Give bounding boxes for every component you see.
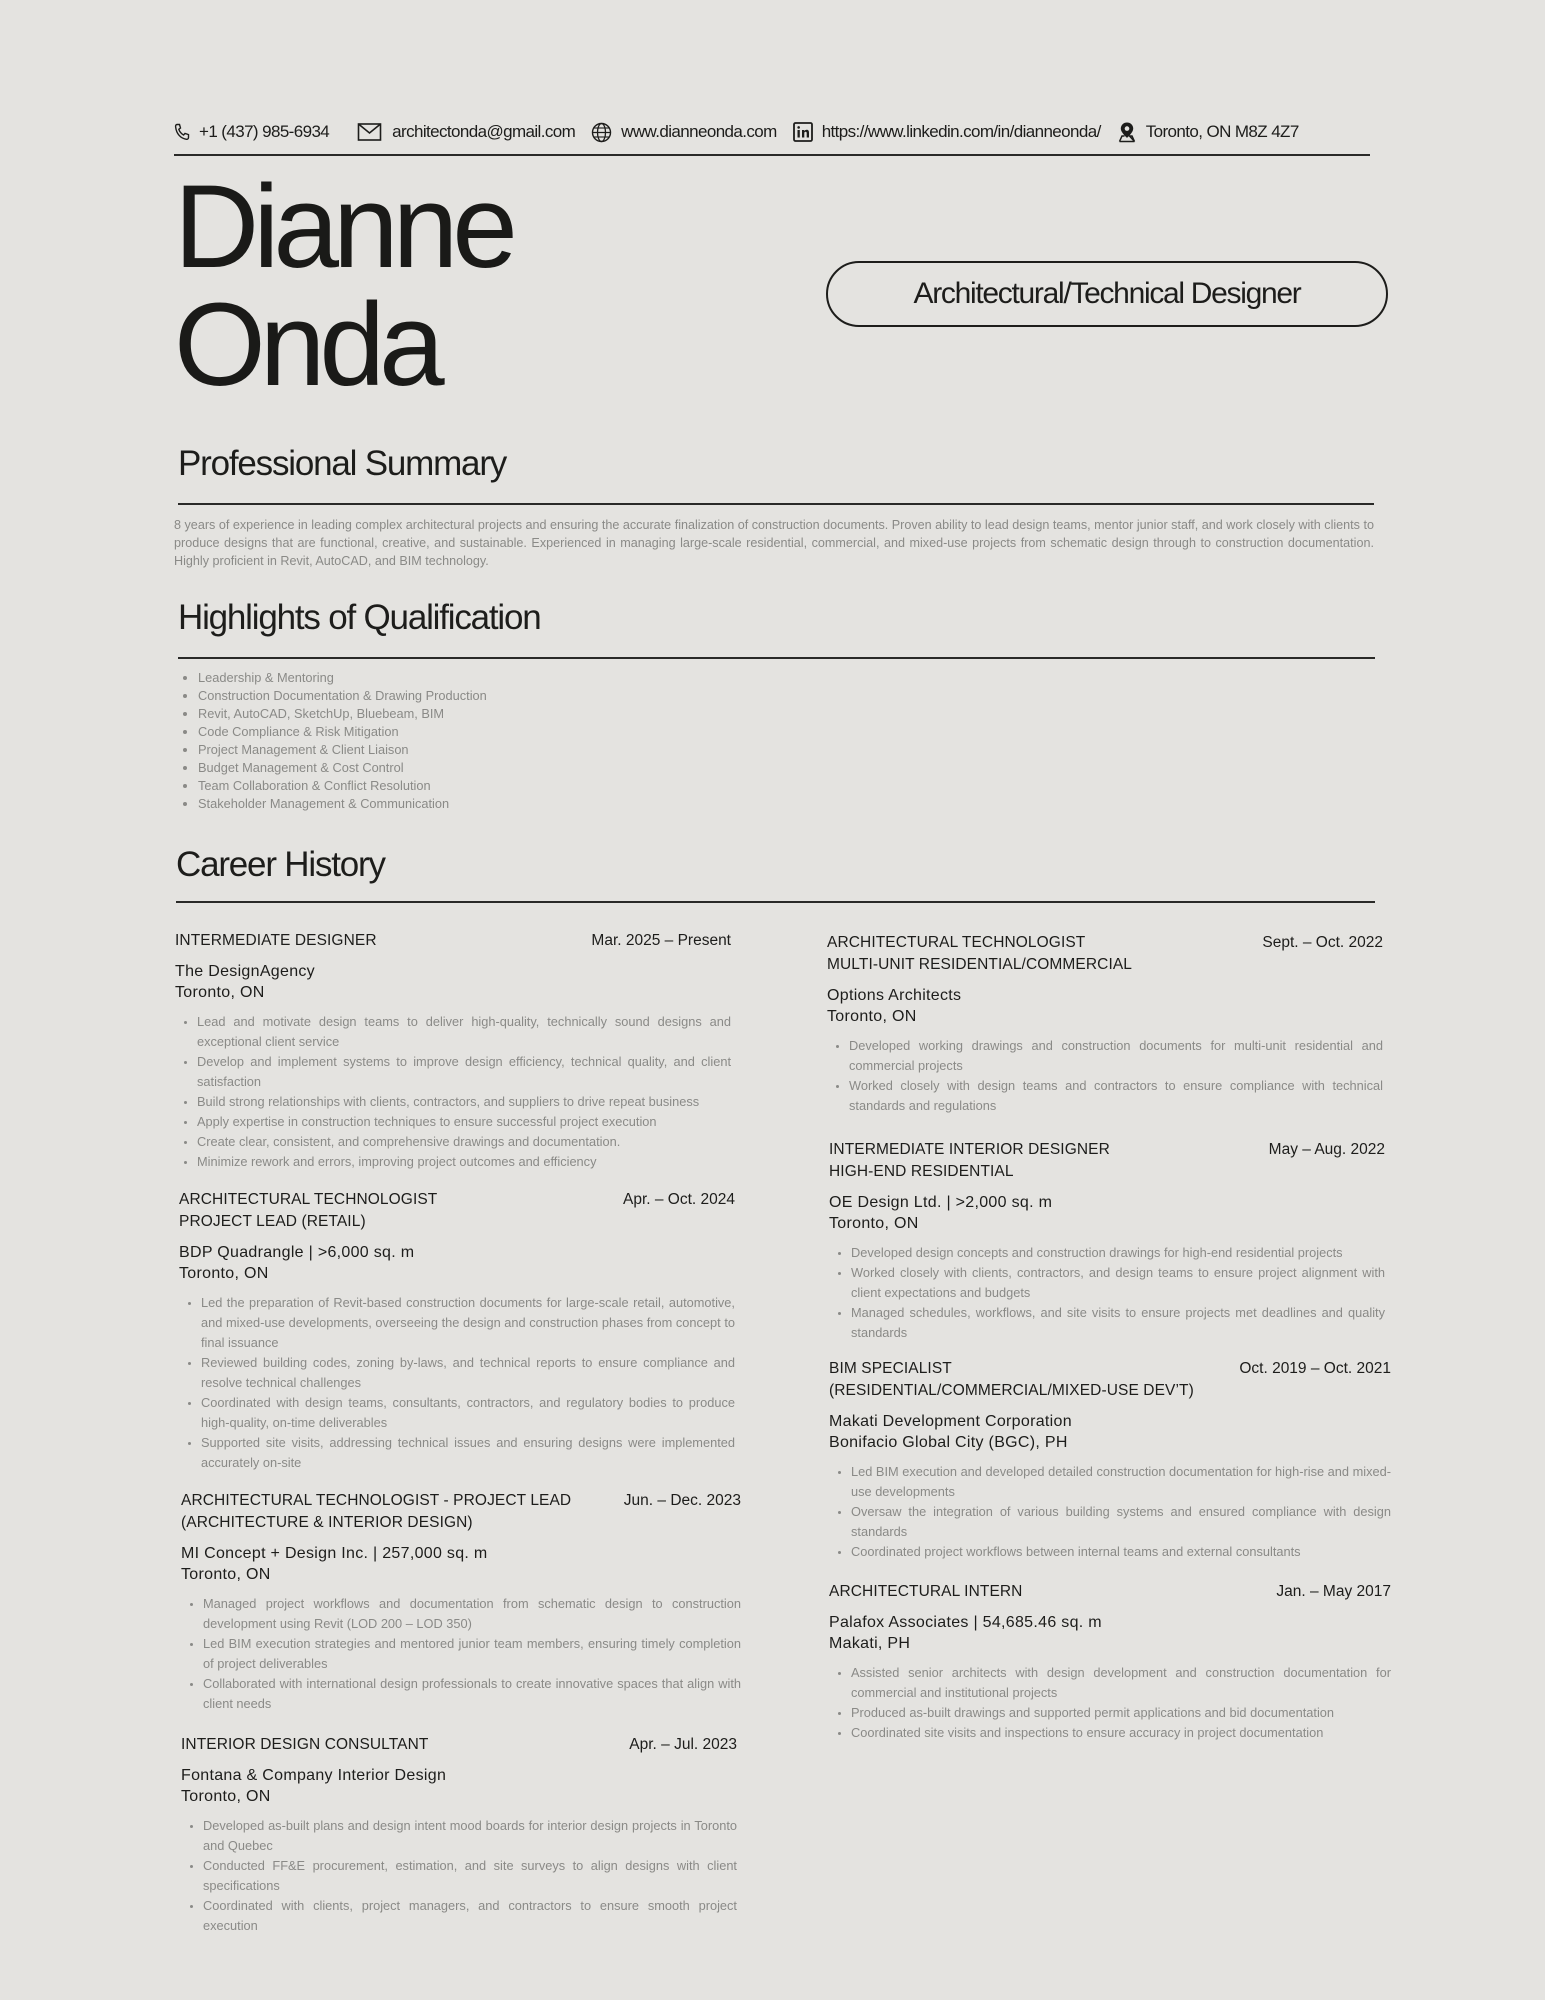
role-badge: Architectural/Technical Designer [826,261,1388,327]
job-bullets [181,1594,741,1714]
job-company: Makati Development Corporation [829,1413,1072,1430]
list-item: • Reviewed building codes, zoning by-laws, and technical reports to ensure compliance and resolve technical challenges [201,1353,735,1393]
contact-location-text: Toronto, ON M8Z 4Z7 [1145,122,1299,141]
contact-location [1117,121,1299,143]
list-item: • Coordinated with clients, project managers, and contractors to ensure smooth project execution [203,1896,737,1936]
job-company: MI Concept + Design Inc. | 257,000 sq. m [181,1545,488,1562]
list-item: • Assisted senior architects with design development and construction documentation for commercial and institutional projects [851,1663,1391,1703]
job-company: Options Architects [827,987,962,1004]
job-subtitle: (ARCHITECTURE & INTERIOR DESIGN) [181,1514,473,1531]
list-item: • Team Collaboration & Conflict Resolution [198,777,487,795]
list-item: • Produced as-built drawings and supported permit applications and bid documentation [851,1703,1391,1723]
job-company: Palafox Associates | 54,685.46 sq. m [829,1614,1102,1631]
list-item: • Revit, AutoCAD, SketchUp, Bluebeam, BIM [198,705,487,723]
job-title: INTERMEDIATE DESIGNER [175,932,377,949]
list-item: • Worked closely with clients, contractors, and design teams to ensure project alignment with client expectations and budgets [851,1263,1385,1303]
list-item: • Coordinated project workflows between internal teams and external consultants [851,1542,1391,1562]
job-bullets [829,1462,1391,1562]
job-title: ARCHITECTURAL INTERN [829,1583,1023,1600]
contact-linkedin[interactable] [793,122,1101,142]
job-date: Apr. – Oct. 2024 [622,1191,735,1208]
list-item: • Led BIM execution and developed detailed construction documentation for high-rise and mixed-use developments [851,1462,1391,1502]
job-company: BDP Quadrangle | >6,000 sq. m [179,1244,415,1261]
job-subtitle: HIGH-END RESIDENTIAL [829,1163,1014,1180]
job-title: INTERIOR DESIGN CONSULTANT [181,1736,429,1753]
contact-email-text: architectonda@gmail.com [392,122,576,141]
list-item: • Create clear, consistent, and comprehensive drawings and documentation. [197,1132,731,1152]
list-item: • Developed working drawings and construction documents for multi-unit residential and commercial projects [849,1036,1383,1076]
job-bullets [829,1243,1385,1343]
job-date: Sept. – Oct. 2022 [1262,934,1383,951]
summary-text: 8 years of experience in leading complex architectural projects and ensuring the accurate finalization of construction documents. Proven ability to lead design teams, mentor junior staff, and work closely with clients to produce designs that are functional, creative, and sustainable. Experienced in managing large-scale residential, commercial, and mixed-use projects from schematic design through to construction documentation. Highly proficient in Revit, AutoCAD, and BIM technology. [174,518,1374,568]
header-divider [174,154,1370,156]
list-item: • Oversaw the integration of various building systems and ensured compliance with design standards [851,1502,1391,1542]
contact-phone[interactable] [174,122,329,142]
contact-bar [174,118,1370,146]
list-item: • Code Compliance & Risk Mitigation [198,723,487,741]
list-item: • Stakeholder Management & Communication [198,795,487,813]
job-bullets [181,1816,737,1936]
list-item: • Coordinated with design teams, consultants, contractors, and regulatory bodies to produce high-quality, on-time deliverables [201,1393,735,1433]
job-location: Toronto, ON [829,1215,919,1232]
contact-website[interactable] [591,122,777,143]
job-date: Jan. – May 2017 [1276,1583,1391,1600]
list-item: • Minimize rework and errors, improving project outcomes and efficiency [197,1152,731,1172]
job-title: ARCHITECTURAL TECHNOLOGIST [179,1191,438,1208]
linkedin-icon [793,122,813,142]
contact-phone-text: +1 (437) 985-6934 [199,122,330,141]
job-bullets [829,1663,1391,1743]
job-date: Apr. – Jul. 2023 [629,1736,737,1753]
list-item: • Project Management & Client Liaison [198,741,487,759]
job-date: Oct. 2019 – Oct. 2021 [1239,1360,1391,1377]
list-item: • Conducted FF&E procurement, estimation, and site surveys to align designs with client specifications [203,1856,737,1896]
list-item: • Worked closely with design teams and contractors to ensure compliance with technical standards and regulations [849,1076,1383,1116]
job-entry [181,1490,741,1714]
list-item: • Led the preparation of Revit-based construction documents for large-scale retail, automotive, and mixed-use developments, overseeing the design and construction phases from concept to final issuance [201,1293,735,1353]
job-entry [829,1581,1391,1743]
job-location: Toronto, ON [181,1788,271,1805]
job-company: Fontana & Company Interior Design [181,1767,447,1784]
highlights-heading: Highlights of Qualification [178,598,541,637]
job-location: Toronto, ON [175,984,265,1001]
career-divider [176,901,1375,903]
contact-website-text: www.dianneonda.com [621,122,777,141]
mail-icon [357,122,383,142]
job-location: Bonifacio Global City (BGC), PH [829,1434,1068,1451]
job-date: May – Aug. 2022 [1268,1141,1385,1158]
list-item: • Apply expertise in construction techniques to ensure successful project execution [197,1112,731,1132]
phone-icon [174,123,190,141]
list-item: • Developed as-built plans and design intent mood boards for interior design projects in Toronto and Quebec [203,1816,737,1856]
globe-icon [591,122,612,143]
candidate-name [174,161,512,411]
job-company: The DesignAgency [175,963,315,980]
job-title: BIM SPECIALIST [829,1360,952,1377]
job-bullets [827,1036,1383,1116]
list-item: • Coordinated site visits and inspections to ensure accuracy in project documentation [851,1723,1391,1743]
job-bullets [175,1012,731,1172]
list-item: • Supported site visits, addressing technical issues and ensuring designs were implemented accurately on-site [201,1433,735,1473]
job-entry [175,930,731,1172]
job-entry [181,1734,737,1936]
list-item: • Budget Management & Cost Control [198,759,487,777]
summary-divider [178,503,1374,505]
career-heading: Career History [176,845,385,884]
job-location: Toronto, ON [181,1566,271,1583]
location-pin-icon [1117,121,1137,143]
job-location: Toronto, ON [179,1265,269,1282]
job-subtitle: MULTI-UNIT RESIDENTIAL/COMMERCIAL [827,956,1133,973]
list-item: • Build strong relationships with clients, contractors, and suppliers to drive repeat business [197,1092,731,1112]
highlights-list [174,669,487,813]
job-location: Toronto, ON [827,1008,917,1025]
contact-linkedin-text: https://www.linkedin.com/in/dianneonda/ [821,122,1101,141]
summary-heading: Professional Summary [178,444,507,483]
job-entry [179,1189,735,1473]
list-item: • Developed design concepts and construction drawings for high-end residential projects [851,1243,1385,1263]
job-title: INTERMEDIATE INTERIOR DESIGNER [829,1141,1110,1158]
list-item: • Develop and implement systems to improve design efficiency, technical quality, and client satisfaction [197,1052,731,1092]
list-item: • Led BIM execution strategies and mentored junior team members, ensuring timely completion of project deliverables [203,1634,741,1674]
job-date: Jun. – Dec. 2023 [623,1492,741,1509]
list-item: • Construction Documentation & Drawing Production [198,687,487,705]
contact-email[interactable] [357,122,575,142]
job-title: ARCHITECTURAL TECHNOLOGIST - PROJECT LEAD [181,1492,572,1509]
list-item: • Leadership & Mentoring [198,669,487,687]
job-company: OE Design Ltd. | >2,000 sq. m [829,1194,1053,1211]
last-name: Onda [174,279,439,411]
list-item: • Managed schedules, workflows, and site visits to ensure projects met deadlines and quality standards [851,1303,1385,1343]
job-entry [829,1139,1385,1343]
job-subtitle: PROJECT LEAD (RETAIL) [179,1213,366,1230]
highlights-divider [178,657,1375,659]
list-item: • Managed project workflows and documentation from schematic design to construction development using Revit (LOD 200 – LOD 350) [203,1594,741,1634]
first-name: Dianne [174,161,512,293]
job-title: ARCHITECTURAL TECHNOLOGIST [827,934,1086,951]
job-entry [829,1358,1391,1562]
job-location: Makati, PH [829,1635,911,1652]
job-subtitle: (RESIDENTIAL/COMMERCIAL/MIXED-USE DEV’T) [829,1382,1194,1399]
job-bullets [179,1293,735,1473]
list-item: • Collaborated with international design professionals to create innovative spaces that align with client needs [203,1674,741,1714]
job-entry [827,932,1383,1116]
job-date: Mar. 2025 – Present [591,932,731,949]
list-item: • Lead and motivate design teams to deliver high-quality, technically sound designs and exceptional client service [197,1012,731,1052]
